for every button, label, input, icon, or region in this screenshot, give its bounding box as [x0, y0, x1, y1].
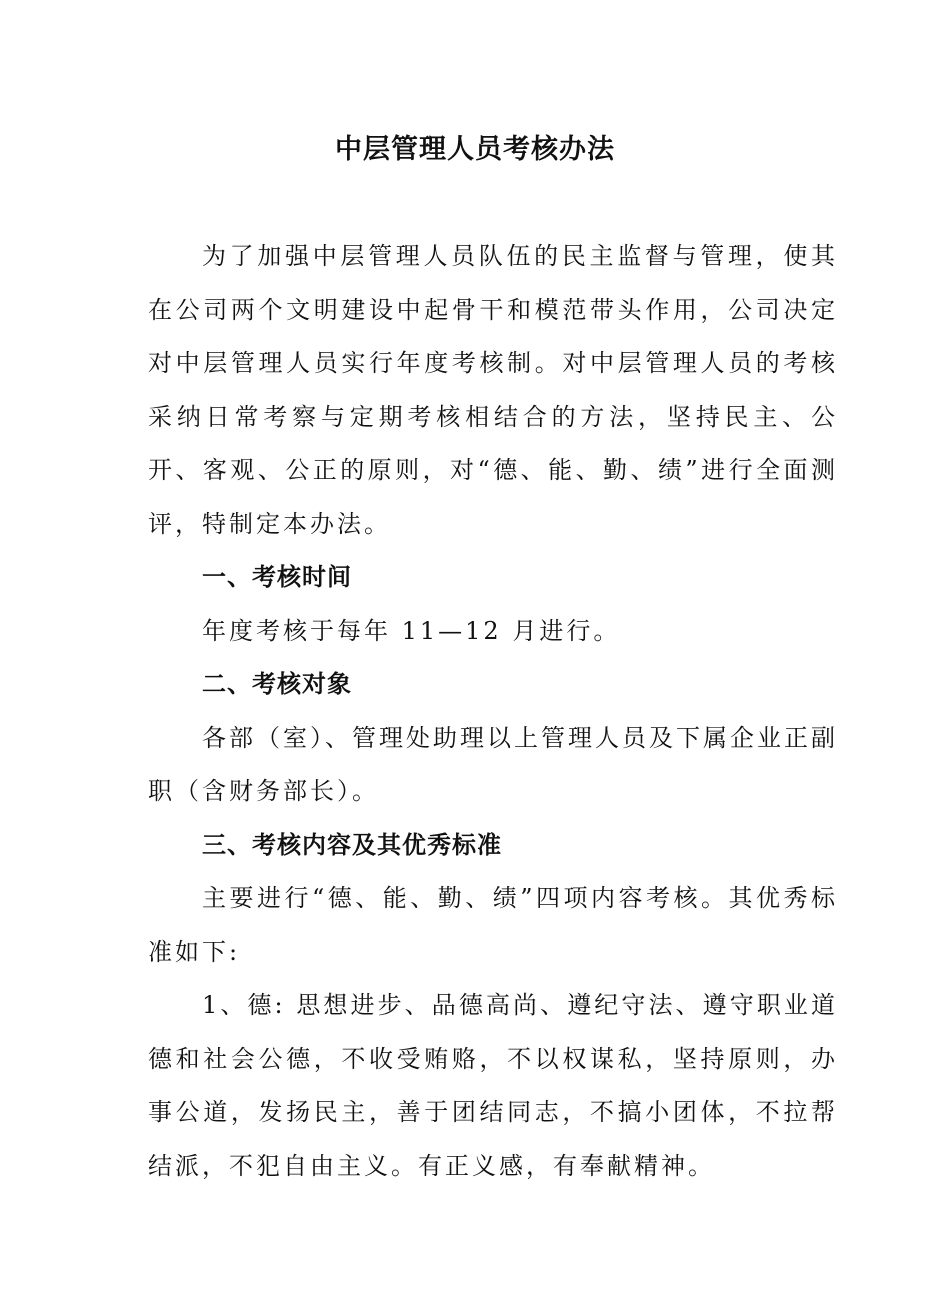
target-paragraph: 各部（室）、管理处助理以上管理人员及下属企业正副职（含财务部长）。 [148, 723, 838, 805]
document-title: 中层管理人员考核办法 [335, 134, 615, 165]
content-paragraph: 主要进行“德、能、勤、绩”四项内容考核。其优秀标准如下: [148, 884, 838, 966]
section-heading-content: 三、考核内容及其优秀标准 [202, 830, 502, 859]
time-paragraph: 年度考核于每年 11—12 月进行。 [202, 616, 621, 645]
document-body [148, 230, 838, 1193]
section-heading-target: 二、考核对象 [202, 670, 352, 698]
intro-paragraph: 为了加强中层管理人员队伍的民主监督与管理，使其在公司两个文明建设中起骨干和模范带头作用，公司决定对中层管理人员实行年度考核制。对中层管理人员的考核采纳日常考察与定期考核相结合的方法，坚持民主、公开、客观、公正的原则，对“德、能、勤、绩”进行全面测评，特制定本办法。 [148, 242, 838, 538]
criteria-de-paragraph: 1、德: 思想进步、品德高尚、遵纪守法、遵守职业道德和社会公德，不收受贿赂，不以权谋私，坚持原则，办事公道，发扬民主，善于团结同志，不搞小团体，不拉帮结派，不犯自由主义。有正义感，有奉献精神。 [148, 991, 838, 1180]
section-heading-time: 一、考核时间 [202, 563, 352, 591]
